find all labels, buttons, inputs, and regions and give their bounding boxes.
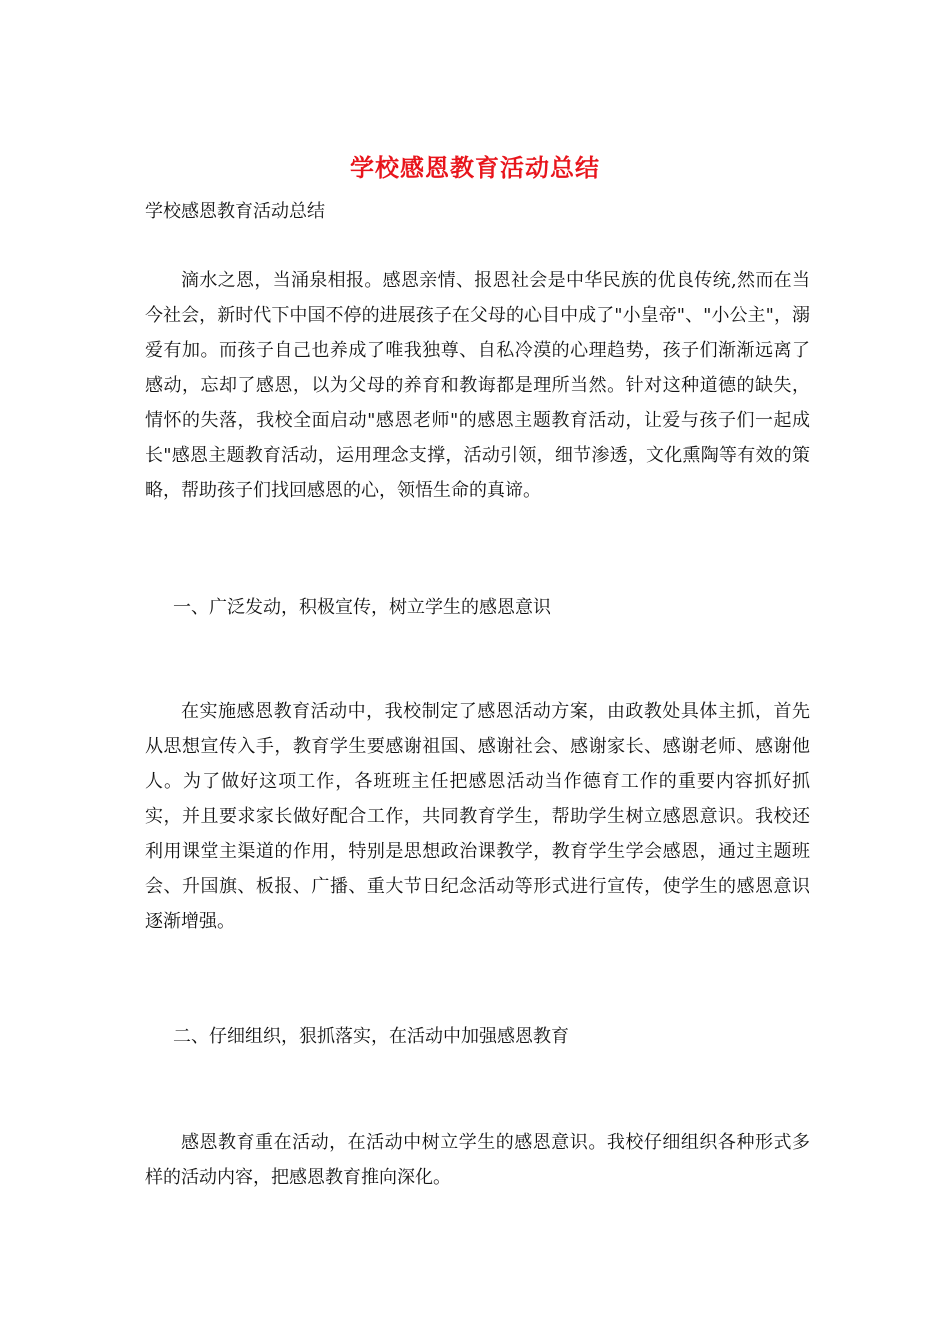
section-paragraph-2: 感恩教育重在活动，在活动中树立学生的感恩意识。我校仔细组织各种形式多样的活动内容，把感恩教育推向深化。 [145,1132,810,1188]
section-heading-1: 一、广泛发动，积极宣传，树立学生的感恩意识 [173,597,551,618]
section-paragraph-1: 在实施感恩教育活动中，我校制定了感恩活动方案，由政教处具体主抓，首先从思想宣传入手，教育学生要感谢祖国、感谢社会、感谢家长、感谢老师、感谢他人。为了做好这项工作，各班班主任把感恩活动当作德育工作的重要内容抓好抓实，并且要求家长做好配合工作，共同教育学生，帮助学生树立感恩意识。我校还利用课堂主渠道的作用，特别是思想政治课教学，教育学生学会感恩，通过主题班会、升国旗、板报、广播、重大节日纪念活动等形式进行宣传，使学生的感恩意识逐渐增强。 [145,701,810,932]
intro-paragraph: 滴水之恩，当涌泉相报。感恩亲情、报恩社会是中华民族的优良传统,然而在当今社会，新时代下中国不停的进展孩子在父母的心目中成了"小皇帝"、"小公主"，溺爱有加。而孩子自己也养成了唯我独尊、自私冷漠的心理趋势，孩子们渐渐远离了感动，忘却了感恩，以为父母的养育和教诲都是理所当然。针对这种道德的缺失，情怀的失落，我校全面启动"感恩老师"的感恩主题教育活动，让爱与孩子们一起成长"感恩主题教育活动，运用理念支撑，活动引领，细节渗透，文化熏陶等有效的策略，帮助孩子们找回感恩的心，领悟生命的真谛。 [145,270,810,501]
document-subtitle: 学校感恩教育活动总结 [145,201,325,222]
section-heading-2: 二、仔细组织，狠抓落实，在活动中加强感恩教育 [173,1026,569,1047]
document-title: 学校感恩教育活动总结 [350,153,600,182]
